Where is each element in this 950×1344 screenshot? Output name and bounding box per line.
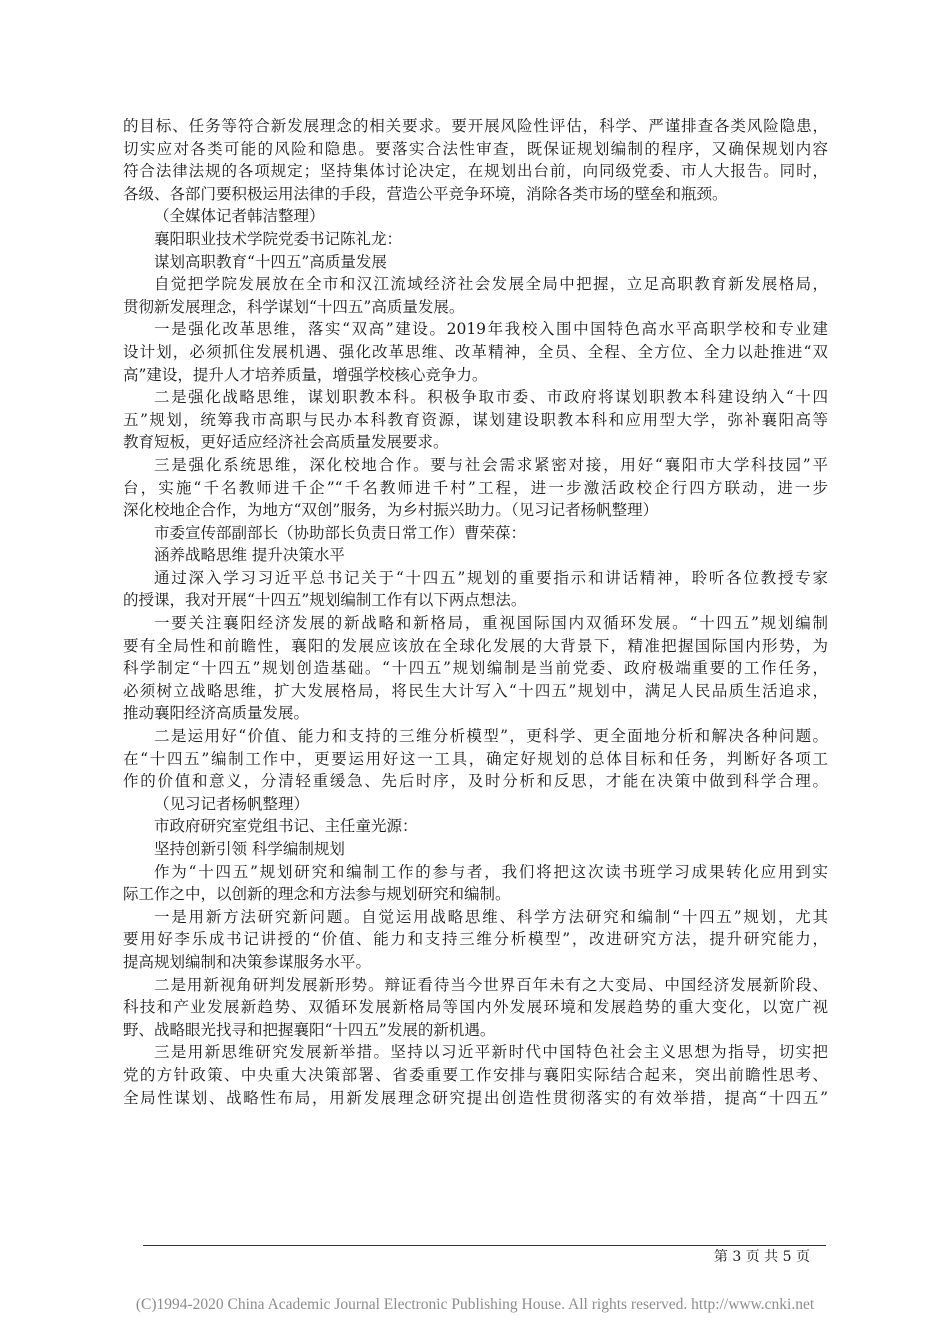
text-line: 三是强化系统思维，深化校地合作。要与社会需求紧密对接，用好“襄阳市大学科技园”平 (154, 455, 828, 474)
text-line: 在“十四五”编制工作中，更要运用好这一工具，确定好规划的总体目标和任务，判断好各项工 (123, 749, 828, 768)
text-line: 际工作之中，以创新的理念和方法参与规划研究和编制。 (123, 885, 511, 904)
text-line: 市委宣传部副部长（协助部长负责日常工作）曹荣葆： (154, 523, 527, 542)
copyright-footer: (C)1994-2020 China Academic Journal Electronic Publishing House. All rights reserved. http://www.cnki.net (135, 1296, 815, 1313)
text-line: 二是强化战略思维，谋划职教本科。积极争取市委、市政府将谋划职教本科建设纳入“十四 (154, 388, 828, 407)
text-line: 五”规划，统筹我市高职与民办本科教育资源，谋划建设职教本科和应用型大学，弥补襄阳高等 (123, 410, 828, 429)
text-line: 各级、各部门要积极运用法律的手段，营造公平竞争环境，消除各类市场的壁垒和瓶颈。 (123, 184, 728, 203)
text-line: 科学制定“十四五”规划创造基础。“十四五”规划编制是当前党委、政府极端重要的工作任务， (123, 659, 828, 678)
text-line: 一要关注襄阳经济发展的新战略和新格局，重视国际国内双循环发展。“十四五”规划编制 (154, 614, 828, 633)
text-line: 野、战略眼光找寻和把握襄阳“十四五”发展的新机遇。 (123, 1020, 496, 1039)
text-line: 贯彻新发展理念，科学谋划“十四五”高质量发展。 (123, 297, 465, 316)
text-line: 党的方针政策、中央重大决策部署、省委重要工作安排与襄阳实际结合起来，突出前瞻性思考、 (123, 1065, 828, 1084)
document-body (123, 115, 828, 1109)
text-line: 提高规划编制和决策参谋服务水平。 (123, 952, 372, 971)
text-line: 深化校地企合作，为地方“双创”服务，为乡村振兴助力。（见习记者杨帆整理） (123, 501, 659, 520)
text-line: 二是运用好“价值、能力和支持的三维分析模型”，更科学、更全面地分析和解决各种问题。 (154, 727, 828, 746)
text-line: 一是用新方法研究新问题。自觉运用战略思维、科学方法研究和编制“十四五”规划，尤其 (154, 907, 828, 926)
text-line: 坚持创新引领 科学编制规划 (154, 840, 345, 858)
text-line: 一是强化改革思维，落实“双高”建设。2019年我校入围中国特色高水平高职学校和专业建 (154, 320, 828, 339)
text-line: 的授课，我对开展“十四五”规划编制工作有以下两点想法。 (123, 591, 527, 610)
text-line: 教育短板，更好适应经济社会高质量发展要求。 (123, 433, 449, 452)
text-line: 通过深入学习习近平总书记关于“十四五”规划的重要指示和讲话精神，聆听各位教授专家 (154, 568, 828, 587)
text-line: 要有全局性和前瞻性，襄阳的发展应该放在全球化发展的大背景下，精准把握国际国内形势，为 (123, 636, 828, 655)
text-line: （见习记者杨帆整理） (154, 794, 310, 813)
text-line: 自觉把学院发展放在全市和汉江流域经济社会发展全局中把握，立足高职教育新发展格局， (154, 275, 828, 294)
text-line: 科技和产业发展新趋势、双循环发展新格局等国内外发展环境和发展趋势的重大变化，以宽广视 (123, 998, 828, 1017)
text-line: 涵养战略思维 提升决策水平 (154, 546, 345, 565)
text-line: 全局性谋划、战略性布局，用新发展理念研究提出创造性贯彻落实的有效举措，提高“十四五” (123, 1088, 828, 1107)
text-line: 必须树立战略思维，扩大发展格局，将民生大计写入“十四五”规划中，满足人民品质生活追求， (123, 681, 828, 700)
text-line: 推动襄阳经济高质量发展。 (123, 704, 310, 723)
text-line: 要用好李乐成书记讲授的“价值、能力和支持三维分析模型”，改进研究方法，提升研究能力， (123, 930, 828, 949)
text-line: 设计划，必须抓住发展机遇、强化改革思维、改革精神，全员、全程、全方位、全力以赴推进“双 (123, 342, 828, 361)
text-line: 符合法律法规的各项规定；坚持集体讨论决定，在规划出台前，向同级党委、市人大报告。同时， (123, 162, 828, 181)
text-line: 的目标、任务等符合新发展理念的相关要求。要开展风险性评估，科学、严谨排查各类风险隐患， (123, 117, 828, 135)
text-line: 谋划高职教育“十四五”高质量发展 (154, 252, 387, 271)
text-line: 作为“十四五”规划研究和编制工作的参与者，我们将把这次读书班学习成果转化应用到实 (154, 862, 828, 881)
page-number: 第 3 页 共 5 页 (713, 1249, 810, 1265)
text-line: 台，实施“千名教师进千企”“千名教师进千村”工程，进一步激活政校企行四方联动，进一步 (123, 478, 828, 497)
footer-divider (143, 1245, 826, 1246)
text-line: 切实应对各类可能的风险和隐患。要落实合法性审查，既保证规划编制的程序，又确保规划内容 (123, 139, 828, 158)
text-line: 襄阳职业技术学院党委书记陈礼龙： (154, 229, 403, 248)
text-line: 市政府研究室党组书记、主任童光源： (154, 817, 418, 836)
text-line: （全媒体记者韩洁整理） (154, 207, 325, 226)
text-line: 高”建设，提升人才培养质量，增强学校核心竞争力。 (123, 365, 488, 384)
text-line: 二是用新视角研判发展新形势。辩证看待当今世界百年未有之大变局、中国经济发展新阶段、 (154, 975, 828, 994)
text-line: 作的价值和意义，分清轻重缓急、先后时序，及时分析和反思，才能在决策中做到科学合理。 (123, 772, 828, 791)
text-line: 三是用新思维研究发展新举措。坚持以习近平新时代中国特色社会主义思想为指导，切实把 (154, 1043, 828, 1062)
